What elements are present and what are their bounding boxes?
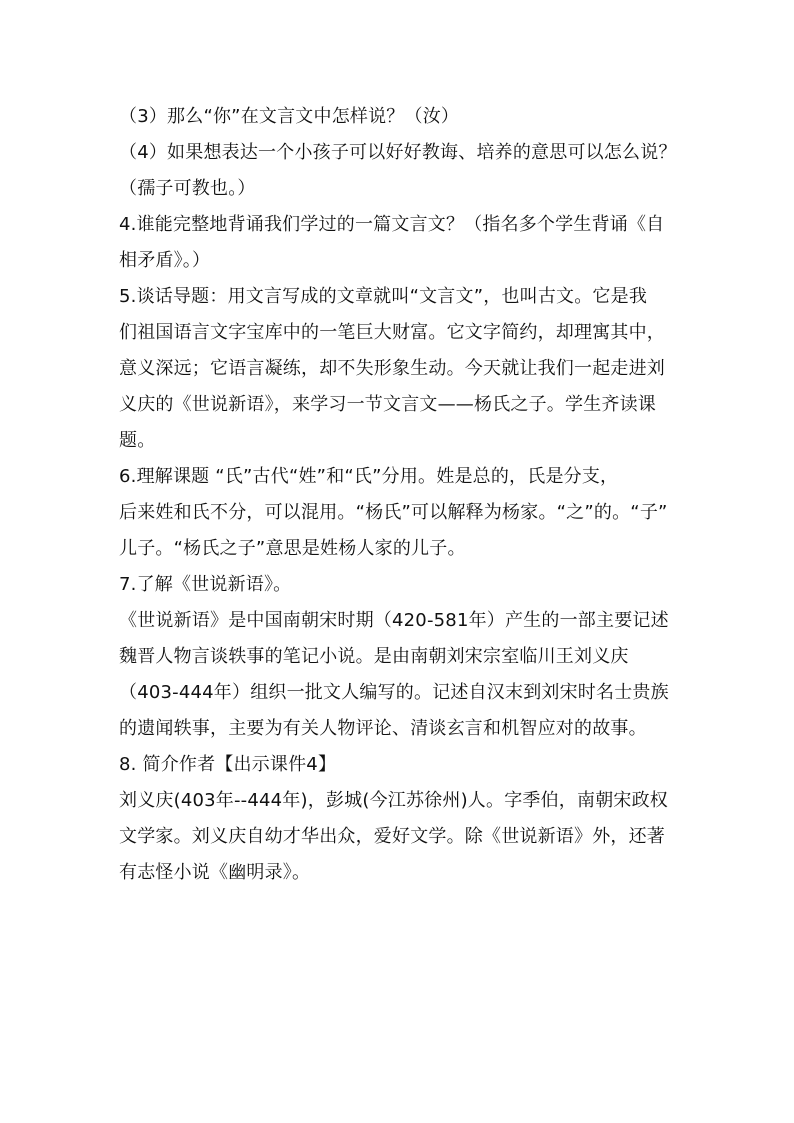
text-line: 的遗闻轶事，主要为有关人物评论、清谈玄言和机智应对的故事。	[119, 718, 647, 739]
text-line: 后来姓和氏不分，可以混用。“杨氏”可以解释为杨家。“之”的。“子”	[119, 502, 668, 523]
text-line: 6.理解课题 “氏”古代“姓”和“氏”分用。姓是总的，氏是分支，	[119, 466, 619, 487]
text-line: 5.谈话导题：用文言写成的文章就叫“文言文”，也叫古文。它是我	[119, 286, 648, 307]
text-line: （3）那么“你”在文言文中怎样说？（汝）	[119, 106, 460, 127]
text-line: 儿子。“杨氏之子”意思是姓杨人家的儿子。	[119, 538, 466, 559]
text-line: 相矛盾》。）	[119, 250, 211, 271]
text-line: （孺子可教也。）	[119, 178, 256, 199]
text-line: 意义深远；它语言凝练，却不失形象生动。今天就让我们一起走进刘	[119, 358, 665, 379]
text-line: 们祖国语言文字宝库中的一笔巨大财富。它文字简约，却理寓其中，	[119, 322, 665, 343]
document-body	[119, 99, 679, 891]
text-line: （4）如果想表达一个小孩子可以好好教诲、培养的意思可以怎么说？	[119, 142, 677, 163]
text-line: 题。	[119, 430, 156, 451]
text-line: 4.谁能完整地背诵我们学过的一篇文言文？（指名多个学生背诵《自	[119, 214, 665, 235]
text-line: 文学家。刘义庆自幼才华出众，爱好文学。除《世说新语》外，还著	[119, 826, 665, 847]
text-line: 8. 简介作者【出示课件4】	[119, 754, 337, 775]
text-line: 7.了解《世说新语》。	[119, 574, 292, 595]
text-line: 魏晋人物言谈轶事的笔记小说。是由南朝刘宋宗室临川王刘义庆	[119, 646, 629, 667]
text-line: （403-444年）组织一批文人编写的。记述自汉末到刘宋时名士贵族	[119, 682, 669, 703]
text-line: 《世说新语》是中国南朝宋时期（420-581年）产生的一部主要记述	[119, 610, 669, 631]
text-line: 刘义庆(403年--444年)，彭城(今江苏徐州)人。字季伯，南朝宋政权	[119, 790, 668, 811]
text-line: 义庆的《世说新语》，来学习一节文言文——杨氏之子。学生齐读课	[119, 394, 656, 415]
text-line: 有志怪小说《幽明录》。	[119, 862, 311, 883]
